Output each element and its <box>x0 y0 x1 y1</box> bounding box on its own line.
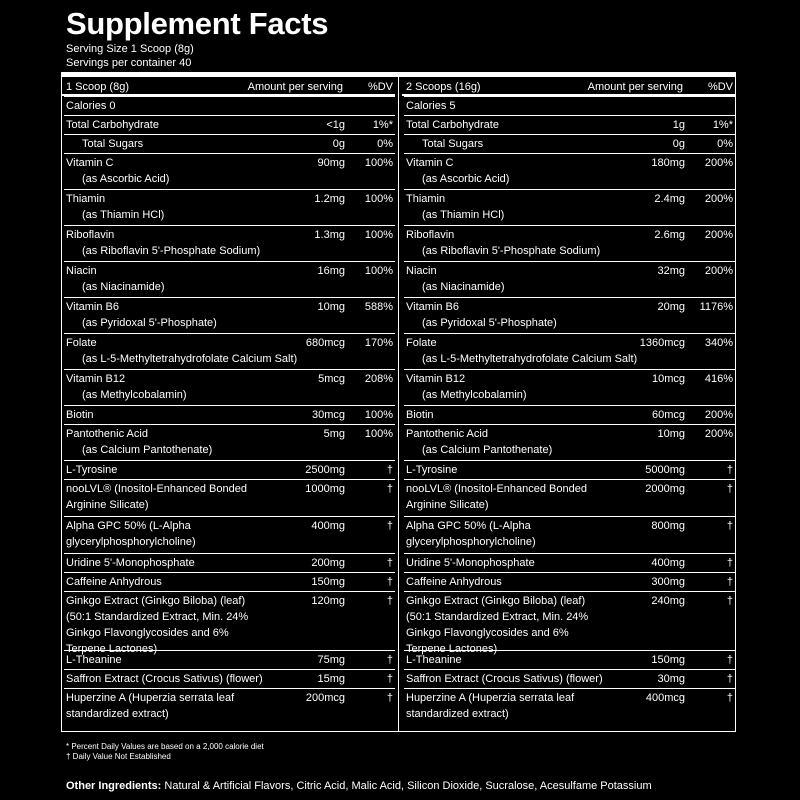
other-ingredients-list: Natural & Artificial Flavors, Citric Acid, Malic Acid, Silicon Dioxide, Sucralose, Acesulfame Potassium <box>161 780 652 792</box>
nutrient-amount: 20mg <box>657 301 685 313</box>
nutrient-name: Uridine 5'-Monophosphate <box>66 557 195 569</box>
nutrient-daily-value: 0% <box>377 138 393 150</box>
nutrient-daily-value: 100% <box>364 428 393 440</box>
nutrient-name: Vitamin B12 <box>66 373 126 385</box>
nutrient-row <box>64 572 395 591</box>
nutrient-name: Biotin <box>66 409 94 421</box>
nutrient-name: Alpha GPC 50% (L-Alpha glycerylphosphorylcholine) <box>406 520 536 548</box>
nutrient-name: Saffron Extract (Crocus Sativus) (flower) <box>66 673 263 685</box>
nutrient-daily-value: † <box>386 576 393 588</box>
nutrient-amount: 300mg <box>651 576 685 588</box>
nutrient-daily-value: † <box>386 483 393 495</box>
nutrient-source: (as L-5-Methyltetrahydrofolate Calcium Salt) <box>422 353 638 365</box>
nutrient-source: (as Methylcobalamin) <box>82 389 187 401</box>
nutrient-row <box>404 688 735 728</box>
nutrient-name: Folate <box>66 337 97 349</box>
nutrient-amount: 10mcg <box>651 373 685 385</box>
nutrient-row <box>64 189 395 225</box>
nutrient-row <box>404 134 735 153</box>
nutrient-row <box>404 553 735 572</box>
nutrient-name: L-Theanine <box>66 654 122 666</box>
nutrient-daily-value: 416% <box>704 373 733 385</box>
dv-label: %DV <box>367 81 393 93</box>
nutrient-name: Niacin <box>66 265 97 277</box>
nutrient-source: (as Niacinamide) <box>422 281 505 293</box>
nutrient-name: Vitamin B6 <box>66 301 119 313</box>
nutrient-row <box>404 572 735 591</box>
nutrient-daily-value: † <box>726 520 733 532</box>
nutrient-daily-value: 200% <box>704 409 733 421</box>
servings-per-container: Servings per container 40 <box>66 57 192 69</box>
nutrient-source: (as Riboflavin 5'-Phosphate Sodium) <box>422 245 601 257</box>
nutrient-row <box>404 369 735 405</box>
nutrient-amount: 1000mg <box>305 483 345 495</box>
nutrient-row <box>64 516 395 553</box>
nutrient-name: Vitamin C <box>406 157 454 169</box>
nutrient-daily-value: 208% <box>364 373 393 385</box>
nutrient-name: Huperzine A (Huperzia serrata leaf standardized extract) <box>406 692 575 720</box>
nutrient-amount: 800mg <box>651 520 685 532</box>
nutrient-daily-value: † <box>386 520 393 532</box>
nutrient-amount: 400mg <box>651 557 685 569</box>
nutrient-source: (as L-5-Methyltetrahydrofolate Calcium Salt) <box>82 353 298 365</box>
nutrient-name: Riboflavin <box>66 229 115 241</box>
nutrient-row <box>64 153 395 189</box>
nutrient-source: (as Ascorbic Acid) <box>422 173 510 185</box>
nutrient-row <box>404 225 735 261</box>
nutrient-amount: 150mg <box>311 576 345 588</box>
nutrient-row <box>64 96 395 115</box>
nutrient-daily-value: 170% <box>364 337 393 349</box>
nutrient-row <box>404 297 735 333</box>
nutrient-row <box>404 153 735 189</box>
nutrient-amount: 200mg <box>311 557 345 569</box>
other-ingredients-label: Other Ingredients: <box>66 780 162 792</box>
amount-label: Amount per serving <box>587 81 683 93</box>
nutrient-row <box>64 650 395 669</box>
nutrient-name: Calories 5 <box>406 100 456 112</box>
nutrient-daily-value: 200% <box>704 265 733 277</box>
nutrient-row <box>64 261 395 297</box>
nutrient-amount: 2.6mg <box>654 229 685 241</box>
nutrient-daily-value: † <box>386 673 393 685</box>
nutrient-row <box>404 669 735 688</box>
nutrient-daily-value: † <box>726 483 733 495</box>
nutrient-daily-value: 0% <box>717 138 733 150</box>
footnote-daily-value: * Percent Daily Values are based on a 2,000 calorie diet <box>66 742 264 751</box>
nutrient-row <box>64 134 395 153</box>
nutrient-amount: 30mg <box>657 673 685 685</box>
nutrient-source: (as Riboflavin 5'-Phosphate Sodium) <box>82 245 261 257</box>
nutrient-row <box>64 460 395 479</box>
nutrient-daily-value: 1176% <box>699 301 733 313</box>
nutrient-source: (as Thiamin HCl) <box>82 209 165 221</box>
nutrient-row <box>64 591 395 655</box>
nutrient-source: (as Thiamin HCl) <box>422 209 505 221</box>
nutrient-amount: 120mg <box>311 595 345 607</box>
nutrient-name: Niacin <box>406 265 437 277</box>
nutrient-amount: 200mcg <box>305 692 345 704</box>
nutrient-daily-value: 100% <box>364 229 393 241</box>
nutrient-amount: 2.4mg <box>654 193 685 205</box>
nutrient-name: Total Sugars <box>82 138 144 150</box>
nutrient-row <box>404 479 735 516</box>
nutrient-row <box>404 115 735 134</box>
nutrient-amount: 0g <box>332 138 345 150</box>
nutrient-row <box>64 424 395 460</box>
nutrient-daily-value: 200% <box>704 428 733 440</box>
nutrient-amount: 180mg <box>651 157 685 169</box>
nutrient-daily-value: † <box>726 654 733 666</box>
nutrient-amount: 32mg <box>657 265 685 277</box>
nutrient-row <box>64 669 395 688</box>
nutrient-name: L-Theanine <box>406 654 462 666</box>
nutrient-daily-value: 100% <box>364 193 393 205</box>
nutrient-daily-value: 588% <box>364 301 393 313</box>
nutrient-source: (as Pyridoxal 5'-Phosphate) <box>82 317 217 329</box>
nutrient-name: Calories 0 <box>66 100 116 112</box>
nutrient-row <box>404 516 735 553</box>
nutrient-row <box>64 333 395 369</box>
nutrient-name: Total Carbohydrate <box>406 119 499 131</box>
nutrient-source: (as Calcium Pantothenate) <box>82 444 213 456</box>
nutrient-name: Total Sugars <box>422 138 484 150</box>
column-divider <box>398 77 399 732</box>
nutrient-name: Huperzine A (Huperzia serrata leaf standardized extract) <box>66 692 235 720</box>
nutrient-row <box>404 261 735 297</box>
nutrient-amount: 16mg <box>317 265 345 277</box>
nutrient-row <box>404 650 735 669</box>
nutrient-daily-value: 200% <box>704 157 733 169</box>
nutrient-name: Vitamin B6 <box>406 301 459 313</box>
nutrient-name: Pantothenic Acid <box>406 428 488 440</box>
nutrient-daily-value: 1%* <box>372 119 393 131</box>
nutrient-amount: 30mcg <box>311 409 345 421</box>
nutrient-amount: 5mg <box>323 428 345 440</box>
nutrient-amount: 60mcg <box>651 409 685 421</box>
nutrient-row <box>64 479 395 516</box>
nutrient-row <box>64 553 395 572</box>
nutrient-row <box>64 369 395 405</box>
nutrient-row <box>64 405 395 424</box>
nutrient-source: (as Pyridoxal 5'-Phosphate) <box>422 317 557 329</box>
nutrient-name: Total Carbohydrate <box>66 119 159 131</box>
nutrient-name: Biotin <box>406 409 434 421</box>
nutrient-amount: 680mcg <box>305 337 345 349</box>
nutrient-amount: 400mg <box>311 520 345 532</box>
nutrient-amount: 10mg <box>657 428 685 440</box>
nutrient-amount: 240mg <box>651 595 685 607</box>
nutrient-name: Ginkgo Extract (Ginkgo Biloba) (leaf) (50:1 Standardized Extract, Min. 24% Ginkgo Flavonglycosides and 6% Terpene Lactones) <box>406 595 589 655</box>
nutrient-amount: 1g <box>672 119 685 131</box>
nutrient-daily-value: † <box>386 692 393 704</box>
nutrient-amount: 1.3mg <box>314 229 345 241</box>
nutrient-row <box>404 591 735 655</box>
nutrient-row <box>404 333 735 369</box>
nutrient-name: Alpha GPC 50% (L-Alpha glycerylphosphorylcholine) <box>66 520 196 548</box>
nutrient-name: Ginkgo Extract (Ginkgo Biloba) (leaf) (50:1 Standardized Extract, Min. 24% Ginkgo Flavonglycosides and 6% Terpene Lactones) <box>66 595 249 655</box>
nutrient-name: nooLVL® (Inositol-Enhanced Bonded Arginine Silicate) <box>66 483 247 511</box>
nutrient-amount: 1.2mg <box>314 193 345 205</box>
nutrient-name: Thiamin <box>66 193 106 205</box>
nutrient-row <box>404 96 735 115</box>
nutrient-row <box>404 460 735 479</box>
nutrient-amount: 150mg <box>651 654 685 666</box>
nutrient-row <box>64 688 395 728</box>
nutrient-amount: 400mcg <box>645 692 685 704</box>
nutrient-name: Folate <box>406 337 437 349</box>
nutrient-name: Riboflavin <box>406 229 455 241</box>
nutrient-source: (as Niacinamide) <box>82 281 165 293</box>
nutrient-daily-value: † <box>386 595 393 607</box>
nutrient-amount: 0g <box>672 138 685 150</box>
nutrient-amount: 15mg <box>317 673 345 685</box>
nutrient-daily-value: † <box>386 654 393 666</box>
nutrient-amount: 1360mcg <box>639 337 685 349</box>
footnote-dagger: † Daily Value Not Established <box>66 752 171 761</box>
nutrient-row <box>404 189 735 225</box>
nutrient-name: Vitamin C <box>66 157 114 169</box>
nutrient-daily-value: 200% <box>704 229 733 241</box>
nutrient-daily-value: 100% <box>364 157 393 169</box>
nutrient-name: Pantothenic Acid <box>66 428 148 440</box>
nutrient-amount: 2500mg <box>305 464 345 476</box>
column-header <box>64 80 395 94</box>
nutrient-daily-value: † <box>386 464 393 476</box>
nutrient-amount: 90mg <box>317 157 345 169</box>
nutrient-name: Caffeine Anhydrous <box>406 576 502 588</box>
nutrient-row <box>404 405 735 424</box>
nutrient-daily-value: † <box>726 673 733 685</box>
nutrient-name: Uridine 5'-Monophosphate <box>406 557 535 569</box>
nutrient-daily-value: † <box>386 557 393 569</box>
nutrient-name: Saffron Extract (Crocus Sativus) (flower) <box>406 673 603 685</box>
nutrient-daily-value: † <box>726 557 733 569</box>
nutrient-source: (as Ascorbic Acid) <box>82 173 170 185</box>
nutrient-name: Vitamin B12 <box>406 373 466 385</box>
nutrient-daily-value: 100% <box>364 409 393 421</box>
nutrient-daily-value: 200% <box>704 193 733 205</box>
column-header <box>404 80 735 94</box>
nutrient-daily-value: 100% <box>364 265 393 277</box>
nutrient-amount: 10mg <box>317 301 345 313</box>
nutrient-source: (as Methylcobalamin) <box>422 389 527 401</box>
nutrient-amount: 5000mg <box>645 464 685 476</box>
nutrient-daily-value: † <box>726 576 733 588</box>
nutrient-amount: 2000mg <box>645 483 685 495</box>
nutrient-name: L-Tyrosine <box>406 464 458 476</box>
nutrient-daily-value: † <box>726 692 733 704</box>
nutrient-daily-value: † <box>726 464 733 476</box>
amount-label: Amount per serving <box>247 81 343 93</box>
nutrient-row <box>64 297 395 333</box>
nutrient-name: Caffeine Anhydrous <box>66 576 162 588</box>
panel-title: Supplement Facts <box>66 6 329 41</box>
nutrient-name: Thiamin <box>406 193 446 205</box>
other-ingredients <box>66 779 652 793</box>
nutrient-amount: 5mcg <box>318 373 345 385</box>
nutrient-row <box>64 225 395 261</box>
serving-size: Serving Size 1 Scoop (8g) <box>66 43 194 55</box>
nutrient-daily-value: † <box>726 595 733 607</box>
serving-label: 1 Scoop (8g) <box>66 81 129 93</box>
nutrient-amount: 75mg <box>317 654 345 666</box>
nutrient-daily-value: 1%* <box>712 119 733 131</box>
nutrient-name: nooLVL® (Inositol-Enhanced Bonded Arginine Silicate) <box>406 483 587 511</box>
nutrient-row <box>64 115 395 134</box>
serving-label: 2 Scoops (16g) <box>406 81 481 93</box>
nutrient-amount: <1g <box>326 119 345 131</box>
nutrient-daily-value: 340% <box>704 337 733 349</box>
nutrient-source: (as Calcium Pantothenate) <box>422 444 553 456</box>
nutrient-name: L-Tyrosine <box>66 464 118 476</box>
nutrient-row <box>404 424 735 460</box>
dv-label: %DV <box>707 81 733 93</box>
